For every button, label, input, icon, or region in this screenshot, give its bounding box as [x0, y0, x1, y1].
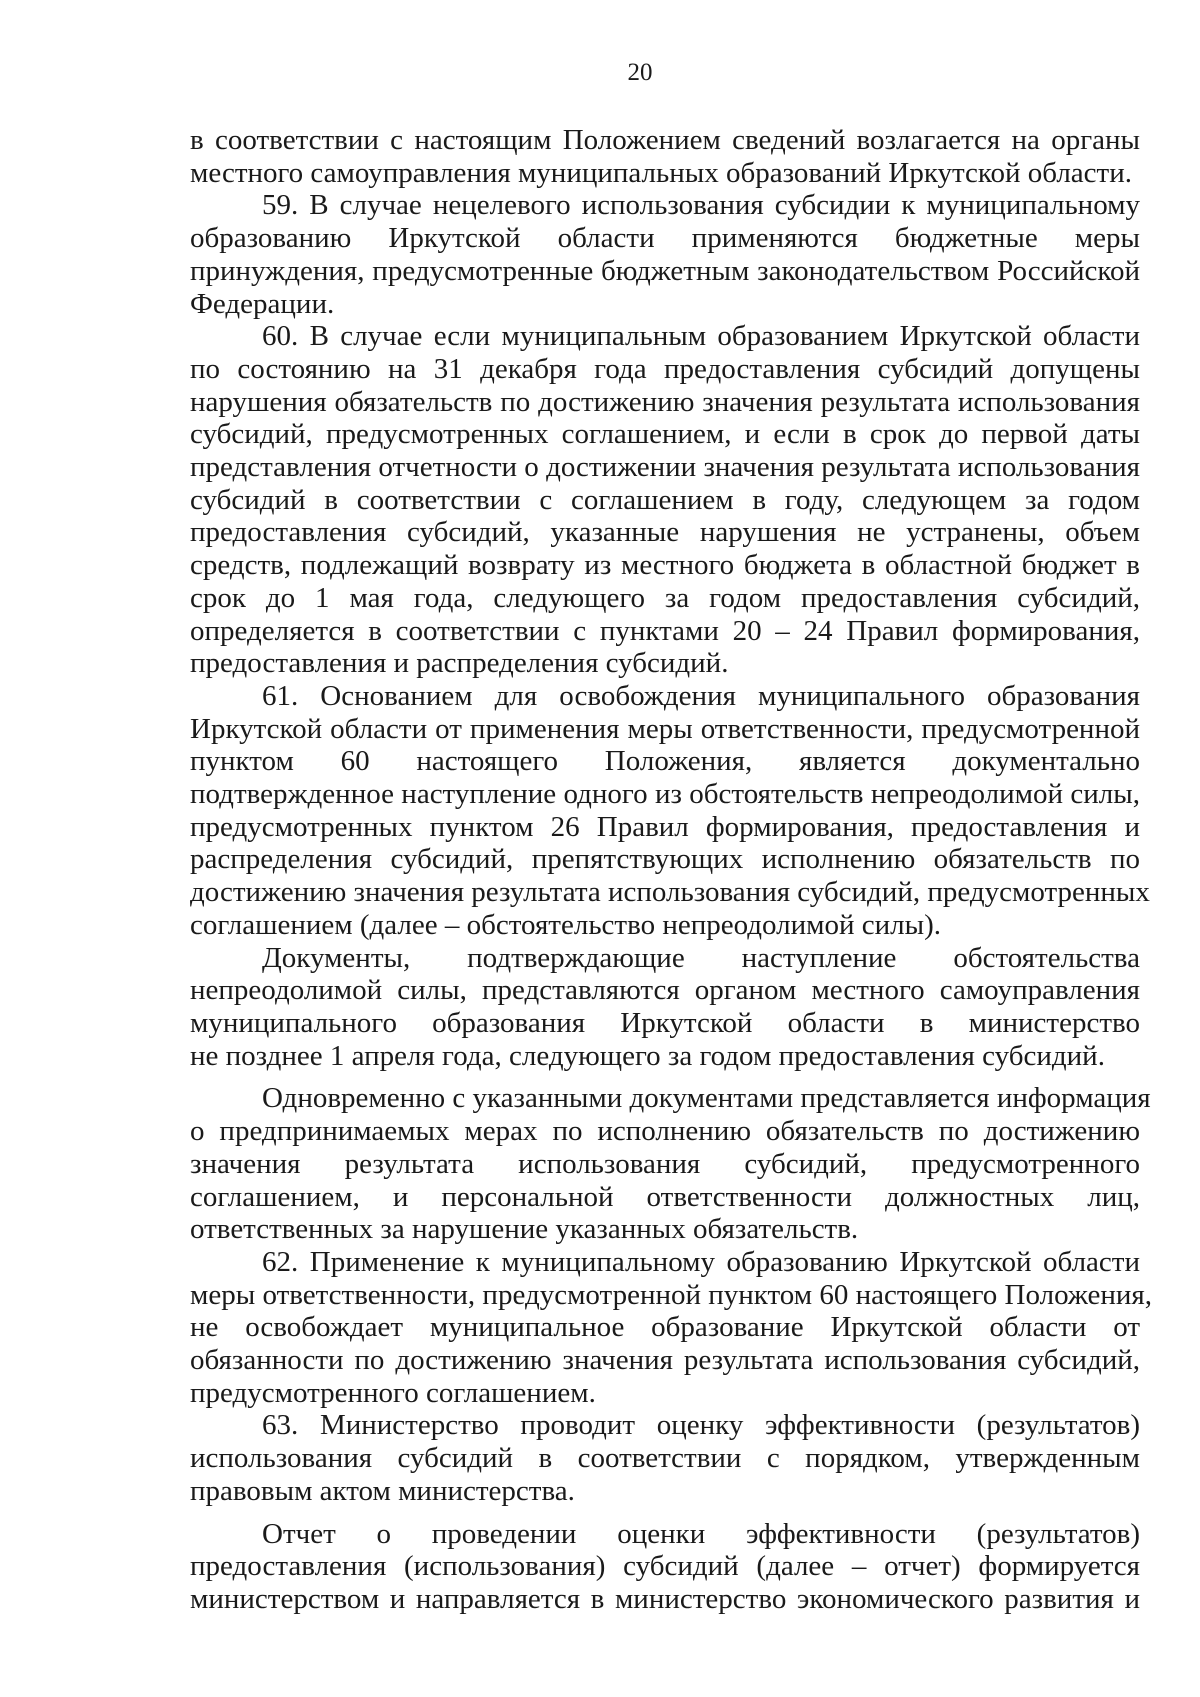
text-line: пунктом 60 настоящего Положения, является документально	[190, 745, 1140, 778]
text-line: использования субсидий в соответствии с порядком, утвержденным	[190, 1442, 1140, 1475]
text-line: предоставления субсидий, указанные нарушения не устранены, объем	[190, 516, 1140, 549]
paragraph-item-62	[190, 1245, 1153, 1410]
text-line: меры ответственности, предусмотренной пунктом 60 настоящего Положения,	[190, 1278, 1153, 1311]
text-line: министерством и направляется в министерство экономического развития и	[190, 1582, 1140, 1615]
paragraph-item-60	[190, 320, 1140, 680]
text-line: предусмотренных пунктом 26 Правил формирования, предоставления и	[190, 810, 1140, 843]
paragraph-item-59	[190, 189, 1140, 320]
page-number: 20	[627, 59, 653, 86]
text-line: не освобождает муниципальное образование Иркутской области от	[190, 1311, 1140, 1344]
text-line: Иркутской области от применения меры ответственности, предусмотренной	[190, 712, 1140, 745]
text-line: предусмотренного соглашением.	[190, 1376, 596, 1409]
text-line: Отчет о проведении оценки эффективности (результатов)	[262, 1517, 1140, 1550]
paragraph-simultaneously	[190, 1082, 1151, 1246]
text-line: Федерации.	[190, 287, 335, 320]
text-line: 62. Применение к муниципальному образованию Иркутской области	[262, 1245, 1140, 1278]
text-line: соглашением (далее – обстоятельство непреодолимой силы).	[190, 908, 942, 941]
text-line: 63. Министерство проводит оценку эффективности (результатов)	[262, 1409, 1140, 1442]
text-line: предоставления (использования) субсидий (далее – отчет) формируется	[190, 1550, 1140, 1583]
text-line: по состоянию на 31 декабря года предоставления субсидий допущены	[190, 352, 1140, 385]
text-line: 59. В случае нецелевого использования субсидии к муниципальному	[262, 189, 1140, 222]
text-line: обязанности по достижению значения результата использования субсидий,	[190, 1344, 1140, 1377]
text-line: о предпринимаемых мерах по исполнению обязательств по достижению	[190, 1115, 1140, 1148]
document-body	[190, 124, 1153, 1616]
text-line: определяется в соответствии с пунктами 20 – 24 Правил формирования,	[190, 614, 1140, 647]
text-line: образованию Иркутской области применяются бюджетные меры	[190, 222, 1140, 255]
text-line: местного самоуправления муниципальных образований Иркутской области.	[190, 156, 1132, 189]
text-line: непреодолимой силы, представляются органом местного самоуправления	[190, 974, 1140, 1007]
text-line: Документы, подтверждающие наступление обстоятельства	[262, 941, 1140, 974]
text-line: муниципального образования Иркутской области в министерство	[190, 1006, 1140, 1039]
text-line: представления отчетности о достижении значения результата использования	[190, 451, 1140, 484]
paragraph-item-61	[190, 679, 1150, 942]
text-line: средств, подлежащий возврату из местного бюджета в областной бюджет в	[190, 549, 1140, 582]
text-line: достижению значения результата использования субсидий, предусмотренных	[190, 876, 1150, 909]
text-line: значения результата использования субсидий, предусмотренного	[190, 1147, 1140, 1180]
text-line: правовым актом министерства.	[190, 1474, 575, 1507]
text-line: распределения субсидий, препятствующих исполнению обязательств по	[190, 843, 1140, 876]
text-line: Одновременно с указанными документами представляется информация	[262, 1082, 1151, 1115]
paragraph-continuation	[190, 124, 1140, 189]
text-line: субсидий в соответствии с соглашением в году, следующем за годом	[190, 483, 1140, 516]
paragraph-item-63	[190, 1409, 1140, 1507]
text-line: предоставления и распределения субсидий.	[190, 647, 729, 680]
text-line: нарушения обязательств по достижению значения результата использования	[190, 385, 1140, 418]
text-line: подтвержденное наступление одного из обстоятельств непреодолимой силы,	[190, 778, 1140, 811]
text-line: в соответствии с настоящим Положением сведений возлагается на органы	[190, 124, 1140, 156]
text-line: срок до 1 мая года, следующего за годом предоставления субсидий,	[190, 581, 1140, 614]
text-line: соглашением, и персональной ответственности должностных лиц,	[190, 1180, 1140, 1213]
paragraph-report	[190, 1518, 1140, 1616]
text-line: принуждения, предусмотренные бюджетным законодательством Российской	[190, 254, 1140, 287]
text-line: 60. В случае если муниципальным образованием Иркутской области	[262, 320, 1140, 353]
text-line: 61. Основанием для освобождения муниципального образования	[262, 679, 1140, 712]
text-line: не позднее 1 апреля года, следующего за годом предоставления субсидий.	[190, 1039, 1105, 1072]
text-line: ответственных за нарушение указанных обязательств.	[190, 1213, 859, 1246]
text-line: субсидий, предусмотренных соглашением, и если в срок до первой даты	[190, 418, 1140, 451]
paragraph-documents	[190, 942, 1140, 1073]
